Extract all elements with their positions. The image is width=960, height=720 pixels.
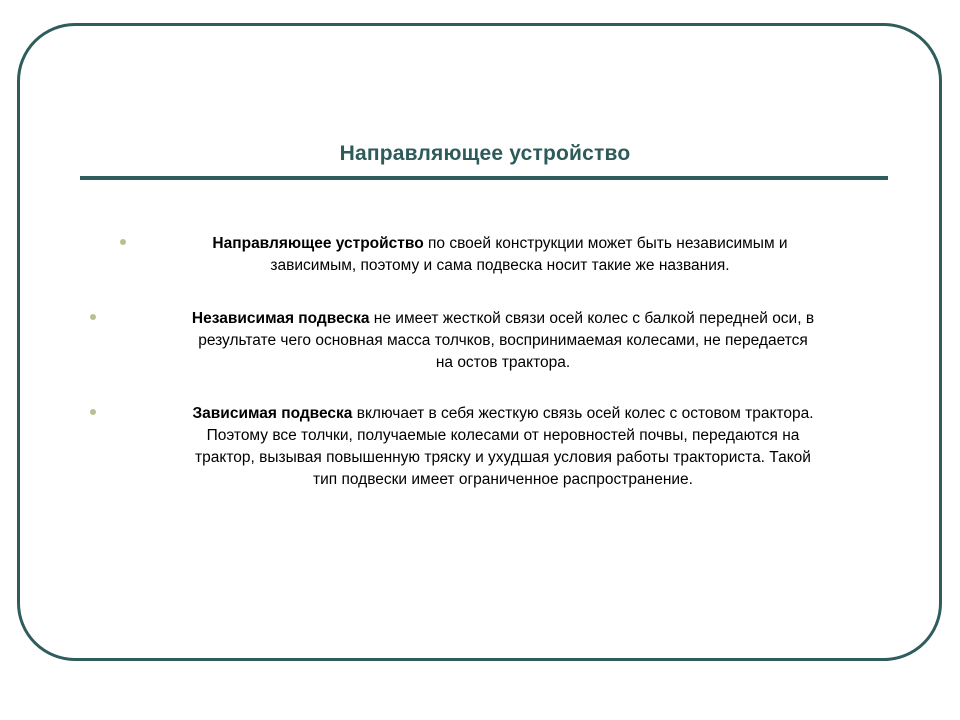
bullet-1-term: Направляющее устройство xyxy=(212,235,424,252)
bullet-2-term: Независимая подвеска xyxy=(191,310,370,327)
bullet-2-text: не имеет жесткой связи осей колес с балкой передней оси, в xyxy=(369,310,815,327)
bullet-paragraph-3 xyxy=(100,403,906,491)
bullet-3-line-4: тип подвески имеет ограниченное распространение. xyxy=(313,471,693,488)
bullet-icon xyxy=(120,239,126,245)
bullet-3-line-3: трактор, вызывая повышенную тряску и ухудшая условия работы тракториста. Такой xyxy=(195,449,811,466)
bullet-1-text: по своей конструкции может быть независимым и xyxy=(423,235,788,252)
bullet-1-line-2: зависимым, поэтому и сама подвеска носит такие же названия. xyxy=(270,257,730,274)
bullet-icon xyxy=(90,314,96,320)
bullet-2-first-line xyxy=(100,308,906,330)
bullet-3-line-2: Поэтому все толчки, получаемые колесами от неровностей почвы, передаются на xyxy=(206,427,800,444)
bullet-2-line-2: результате чего основная масса толчков, воспринимаемая колесами, не передается xyxy=(198,332,808,349)
bullet-3-term: Зависимая подвеска xyxy=(192,405,353,422)
title-underline xyxy=(80,176,888,180)
slide-title: Направляющее устройство xyxy=(339,142,631,165)
bullet-3-first-line xyxy=(100,403,906,425)
bullet-paragraph-1 xyxy=(140,233,860,277)
bullet-2-line-3: на остов трактора. xyxy=(435,354,571,371)
bullet-icon xyxy=(90,409,96,415)
bullet-1-first-line xyxy=(140,233,860,255)
bullet-3-text: включает в себя жесткую связь осей колес с остовом трактора. xyxy=(352,405,814,422)
bullet-paragraph-2 xyxy=(100,308,906,374)
